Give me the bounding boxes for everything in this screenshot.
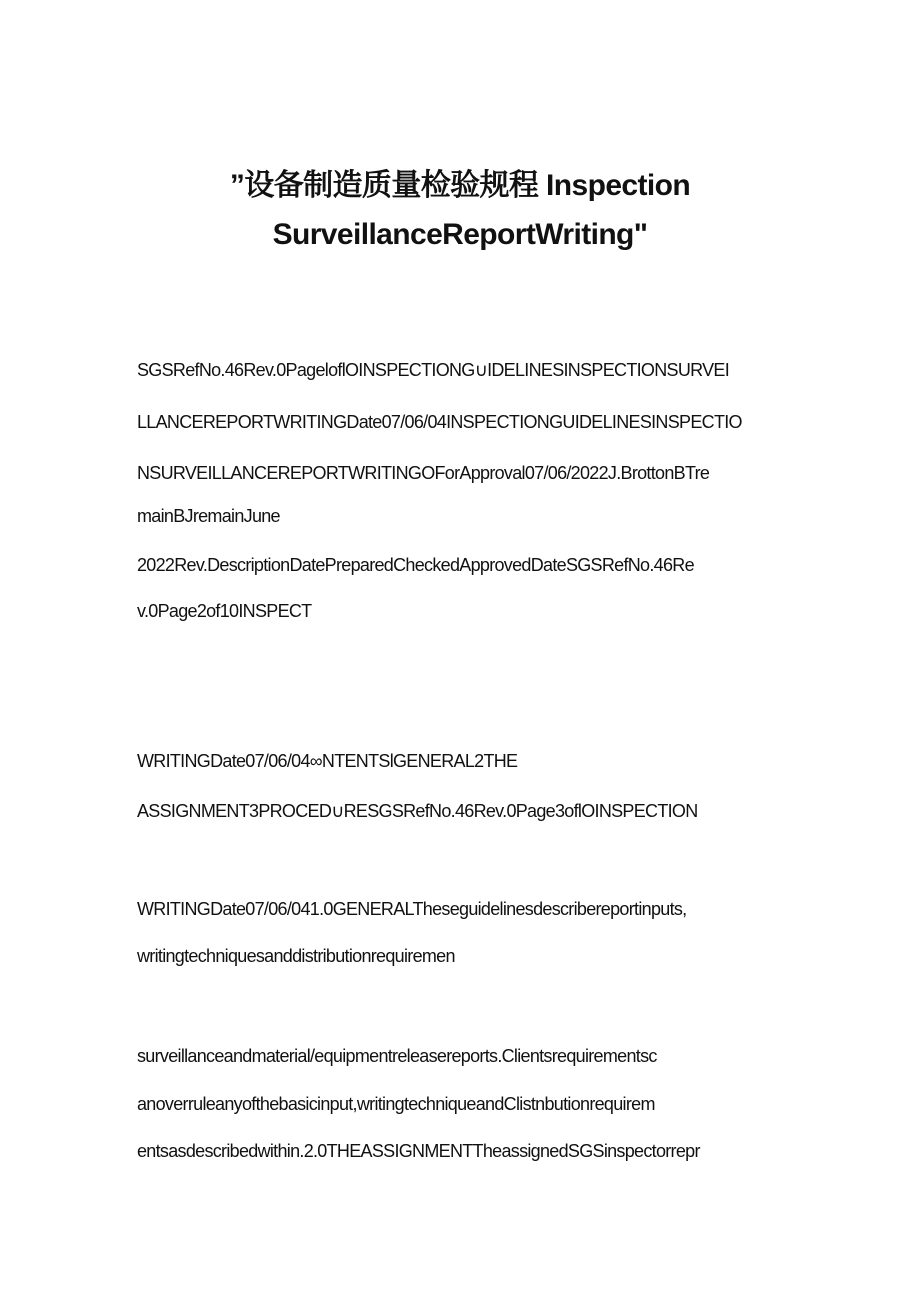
text-line-14: writingtechniquesanddistributionrequiremen <box>137 946 455 966</box>
text-line-11: ASSIGNMENT3PROCED∪RESGSRefNo.46Rev.0Page3oflOINSPECTION <box>137 801 698 821</box>
text-line-16: surveillanceandmaterial/equipmentreleasereports.Clientsrequirementsc <box>137 1046 657 1066</box>
text-line-2: SGSRefNo.46Rev.0PageloflOINSPECTIONG∪IDELINESINSPECTIONSURVEI <box>137 360 730 380</box>
text-line-7: v.0Page2of10INSPECT <box>137 601 312 621</box>
document-title-line-2: SurveillanceReportWriting" <box>272 218 648 251</box>
text-line-6: 2022Rev.DescriptionDatePreparedCheckedApprovedDateSGSRefNo.46Re <box>137 555 694 575</box>
text-line-13: WRITINGDate07/06/041.0GENERALTheseguidelinesdescribereportinputs, <box>137 899 687 919</box>
text-line-4: NSURVEILLANCEREPORTWRITINGOForApproval07/06/2022J.BrottonBTre <box>137 463 710 483</box>
text-line-5: mainBJremainJune <box>137 506 280 526</box>
text-line-18: entsasdescribedwithin.2.0THEASSIGNMENTTheassignedSGSinspectorrepr <box>137 1141 700 1161</box>
text-line-3: LLANCEREPORTWRITINGDate07/06/04INSPECTIONGUIDELINESINSPECTIO <box>137 412 742 432</box>
text-line-10: WRITINGDate07/06/04∞NTENTSlGENERAL2THE <box>137 751 518 771</box>
text-line-17: anoverruleanyofthebasicinput,writingtechniqueandClistnbutionrequirem <box>137 1094 655 1114</box>
document-title-line-1: ”设备制造质量检验规程 Inspection <box>229 169 691 202</box>
